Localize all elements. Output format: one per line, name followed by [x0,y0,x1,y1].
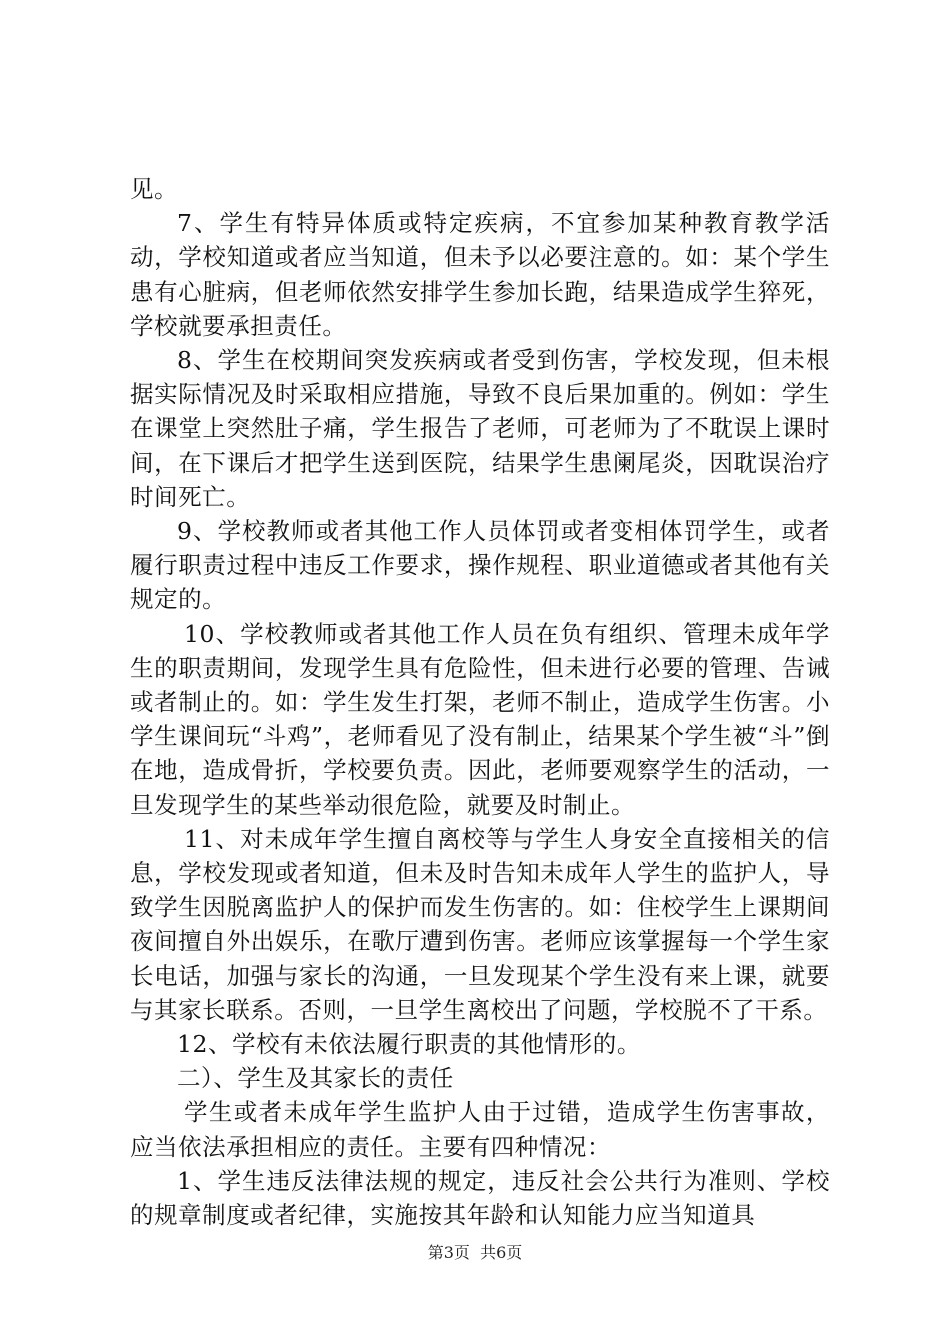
page-number: 第3页 [427,1243,470,1262]
paragraph-item-11: 11、对未成年学生擅自离校等与学生人身安全直接相关的信息，学校发现或者知道，但未及时告知未成年人学生的监护人，导致学生因脱离监护人的保护而发生伤害的。如：住校学生上课期间夜间擅自外出娱乐，在歌厅遭到伤害。老师应该掌握每一个学生家长电话，加强与家长的沟通，一旦发现某个学生没有来上课，就要与其家长联系。否则，一旦学生离校出了问题，学校脱不了干系。 [130,824,830,1024]
paragraph-item-8: 8、学生在校期间突发疾病或者受到伤害，学校发现，但未根据实际情况及时采取相应措施，导致不良后果加重的。例如：学生在课堂上突然肚子痛，学生报告了老师，可老师为了不耽误上课时间，在下课后才把学生送到医院，结果学生患阑尾炎，因耽误治疗时间死亡。 [130,346,830,511]
paragraph-sub-item-1: 1、学生违反法律法规的规定，违反社会公共行为准则、学校的规章制度或者纪律，实施按其年龄和认知能力应当知道具 [130,1166,830,1230]
paragraph-item-9: 9、学校教师或者其他工作人员体罚或者变相体罚学生，或者履行职责过程中违反工作要求，操作规程、职业道德或者其他有关规定的。 [130,517,830,614]
section-heading: 二）、学生及其家长的责任 [177,1064,454,1093]
document-body [130,172,830,1232]
paragraph-intro: 学生或者未成年学生监护人由于过错，造成学生伤害事故，应当依法承担相应的责任。主要有四种情况： [130,1098,830,1161]
page-total: 共6页 [480,1243,523,1262]
paragraph-item-7: 7、学生有特异体质或特定疾病，不宜参加某种教育教学活动，学校知道或者应当知道，但未予以必要注意的。如：某个学生患有心脏病，但老师依然安排学生参加长跑，结果造成学生猝死，学校就要承担责任。 [130,209,830,340]
page-footer [0,1243,950,1263]
paragraph-item-10: 10、学校教师或者其他工作人员在负有组织、管理未成年学生的职责期间，发现学生具有危险性，但未进行必要的管理、告诫或者制止的。如：学生发生打架，老师不制止，造成学生伤害。小学生课间玩“斗鸡”，老师看见了没有制止，结果某个学生被“斗”倒在地，造成骨折，学校要负责。因此，老师要观察学生的活动，一旦发现学生的某些举动很危险，就要及时制止。 [130,619,830,819]
paragraph-continuation: 见。 [130,175,179,203]
paragraph-item-12: 12、学校有未依法履行职责的其他情形的。 [177,1030,641,1059]
